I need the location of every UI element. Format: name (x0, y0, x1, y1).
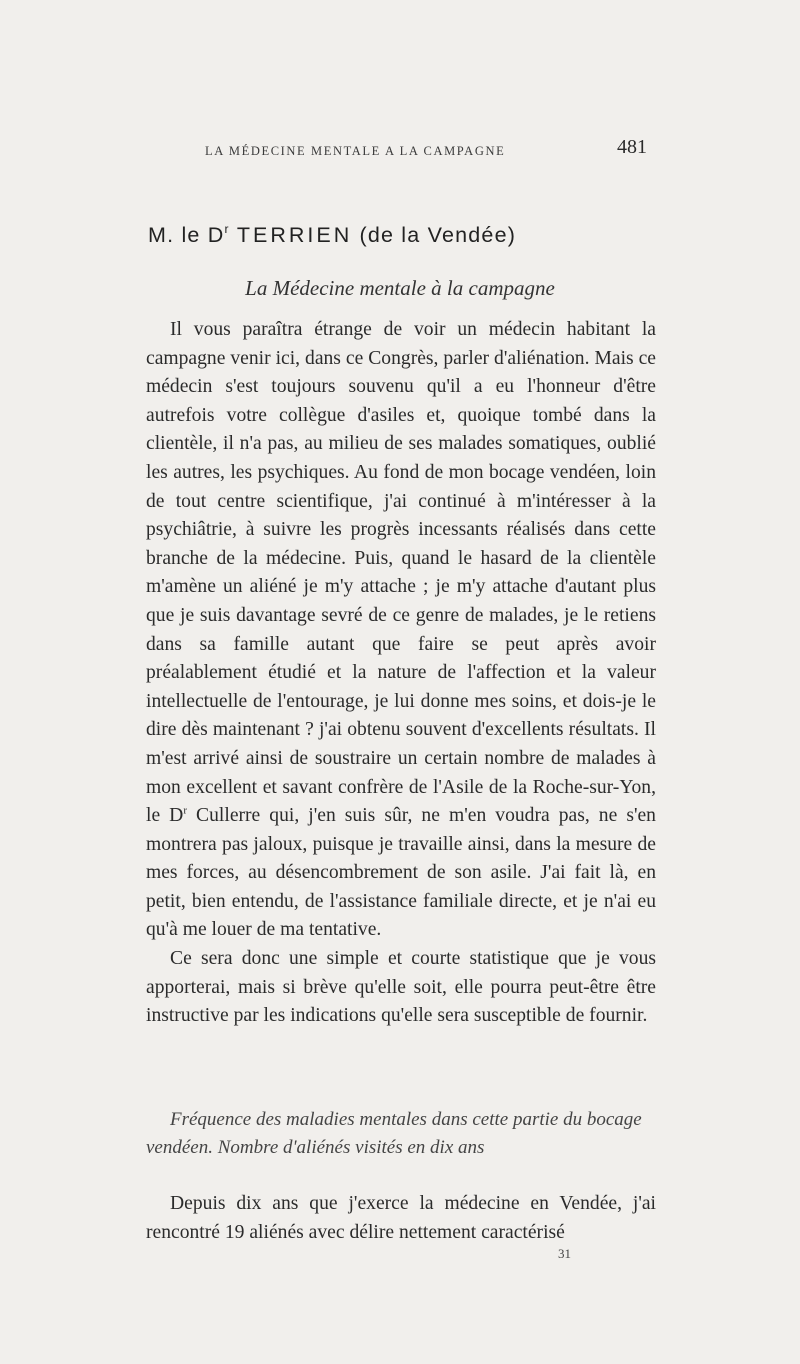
paragraph-3: Depuis dix ans que j'exerce la médecine en Vendée, j'ai rencontré 19 aliénés avec délire nettement caractérisé (146, 1193, 656, 1243)
paragraph-1-part-2: Cullerre qui, j'en suis sûr, ne m'en voudra pas, ne s'en montrera pas jaloux, puisque je travaille ainsi, dans la mesure de mes forces, au désencombrement de son asile. J'ai fait là, en petit, bien entendu, de l'assistance familiale directe, et je n'ai eu qu'à me louer de ma tentative. (146, 805, 656, 941)
paragraph-1 (146, 316, 656, 945)
running-head: LA MÉDECINE MENTALE A LA CAMPAGNE (205, 144, 506, 158)
main-text (146, 316, 656, 1031)
author-title-superscript: r (224, 222, 230, 236)
article-title: La Médecine mentale à la campagne (245, 276, 555, 300)
author-name: TERRIEN (236, 223, 353, 247)
author-origin: (de la Vendée) (359, 223, 517, 247)
page-number: 481 (617, 136, 647, 158)
continuation-text (146, 1190, 656, 1247)
paragraph-1-part-1: Il vous paraîtra étrange de voir un médecin habitant la campagne venir ici, dans ce Congrès, parler d'aliénation. Mais ce médecin s'est toujours souvenu qu'il a eu l'honneur d'être autrefois votre collègue d'asiles et, quoique tombé dans la clientèle, il n'a pas, au milieu de ses malades somatiques, oublié les autres, les psychiques. Au fond de mon bocage vendéen, loin de tout centre scientifique, j'ai continué à m'intéresser à la psychiâtrie, à suivre les progrès incessants réalisés dans cette branche de la médecine. Puis, quand le hasard de la clientèle m'amène un aliéné je m'y attache ; je m'y attache d'autant plus que je suis davantage sevré de ce genre de malades, je le retiens dans sa famille autant que faire se peut après avoir préalablement étudié et la nature de l'affection et la valeur intellectuelle de l'entourage, je lui donne mes soins, et dois-je le dire dès maintenant ? j'ai obtenu souvent d'excellents résultats. Il m'est arrivé ainsi de soustraire un certain nombre de malades à mon excellent et savant confrère de l'Asile de la Roche-sur-Yon, le D (146, 319, 656, 827)
signature-mark: 31 (558, 1246, 571, 1261)
author-prefix: M. le D (148, 223, 225, 247)
section-heading (146, 1106, 656, 1162)
author-line (148, 222, 516, 248)
paragraph-1-superscript: r (183, 804, 188, 817)
section-heading-text: Fréquence des maladies mentales dans cette partie du bocage vendéen. Nombre d'aliénés visités en dix ans (146, 1109, 642, 1158)
paragraph-2: Ce sera donc une simple et courte statistique que je vous apporterai, mais si brève qu'elle soit, elle pourra peut-être être instructive par les indications qu'elle sera susceptible de fournir. (146, 948, 656, 1027)
